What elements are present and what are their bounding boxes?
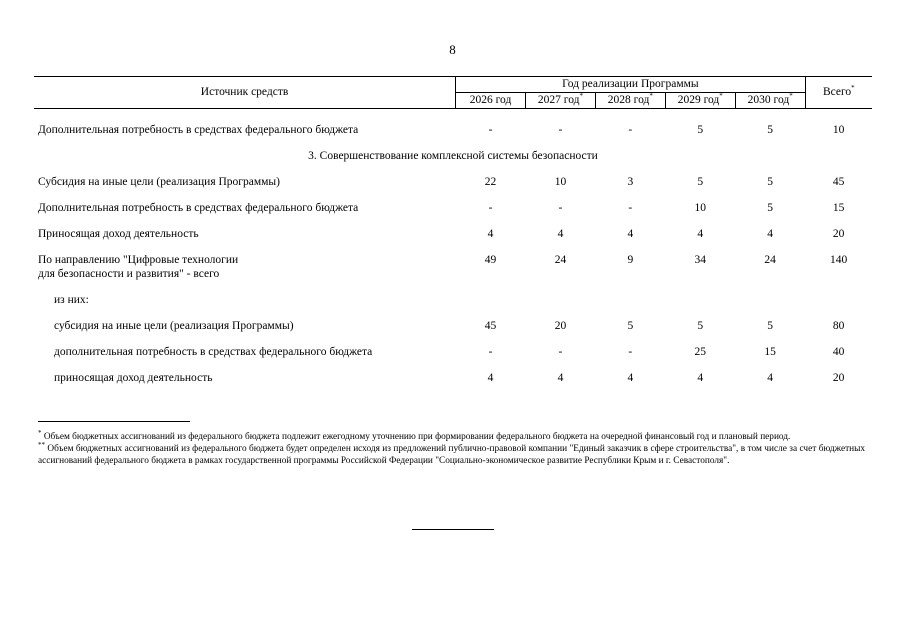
- budget-table: [34, 76, 872, 391]
- header-year: [665, 93, 735, 109]
- row-label: Приносящая доход деятельность: [38, 228, 199, 240]
- table-row: [34, 195, 872, 221]
- cell-2028: -: [628, 124, 633, 136]
- cell-total: 140: [829, 254, 848, 266]
- header-year-label: 2026 год: [469, 94, 512, 106]
- row-label: Дополнительная потребность в средствах федерального бюджета: [38, 124, 359, 136]
- header-total-mark: *: [851, 84, 855, 93]
- header-year-label: 2027 год: [537, 94, 580, 106]
- cell-2028: 5: [627, 320, 634, 332]
- footnote-mark: **: [38, 440, 45, 449]
- row-label: дополнительная потребность в средствах федерального бюджета: [54, 346, 373, 358]
- cell-2030: 5: [767, 320, 774, 332]
- cell-total: 20: [832, 228, 845, 240]
- header-year-label: 2030 год: [747, 94, 790, 106]
- cell-2026: -: [488, 124, 493, 136]
- section-heading: 3. Совершенствование комплексной системы безопасности: [308, 150, 598, 162]
- row-label: Дополнительная потребность в средствах федерального бюджета: [38, 202, 359, 214]
- cell-2030: 24: [764, 254, 776, 266]
- cell-2027: -: [558, 202, 563, 214]
- row-label-line: По направлению "Цифровые технологии: [38, 254, 239, 266]
- cell-2026: 4: [487, 372, 494, 384]
- table-row: [34, 339, 872, 365]
- table-row: [34, 169, 872, 195]
- table-row: [34, 117, 872, 143]
- header-year-mark: *: [579, 92, 583, 101]
- header-years-group: Год реализации Программы: [456, 77, 806, 93]
- cell-2028: 4: [627, 372, 634, 384]
- header-year-mark: *: [649, 92, 653, 101]
- cell-2030: 5: [767, 124, 774, 136]
- cell-total: 80: [832, 320, 845, 332]
- cell-2027: 20: [554, 320, 567, 332]
- footnotes: [38, 428, 865, 467]
- table-row: [34, 365, 872, 391]
- cell-total: 40: [832, 346, 845, 358]
- cell-total: 15: [832, 202, 845, 214]
- cell-total: 20: [832, 372, 845, 384]
- end-divider: [412, 529, 494, 530]
- cell-2027: -: [558, 346, 563, 358]
- cell-2026: 4: [487, 228, 494, 240]
- row-label: [34, 247, 456, 287]
- page-number: 8: [449, 42, 456, 57]
- footnote-text: Объем бюджетных ассигнований из федерального бюджета будет определен исходя из предложений публично-правовой компании "Единый заказчик в сфере строительства", в том числе за счет бюджетных ассигнований федерального бюджета в рамках государственной программы Российской Федерации "Социально-экономическое развитие Республики Крым и г. Севастополя".: [38, 444, 865, 466]
- table-row: [34, 221, 872, 247]
- cell-2030: 5: [767, 176, 774, 188]
- header-year: [595, 93, 665, 109]
- table-row: [34, 287, 872, 313]
- cell-2027: 24: [554, 254, 567, 266]
- header-year: [525, 93, 595, 109]
- cell-2030: 4: [767, 228, 774, 240]
- cell-2026: 22: [484, 176, 497, 188]
- row-label-line: для безопасности и развития" - всего: [38, 268, 220, 280]
- cell-2026: 49: [484, 254, 497, 266]
- table-row: [34, 247, 872, 287]
- header-total: [805, 77, 872, 109]
- header-total-label: Всего: [822, 86, 852, 98]
- cell-2028: 9: [627, 254, 634, 266]
- cell-2029: 10: [694, 202, 706, 214]
- cell-2028: -: [628, 202, 633, 214]
- cell-2029: 5: [697, 124, 704, 136]
- header-year-mark: *: [789, 92, 793, 101]
- row-label: приносящая доход деятельность: [54, 372, 213, 384]
- footnote: [38, 428, 865, 443]
- cell-2026: -: [488, 346, 493, 358]
- header-year-label: 2029 год: [677, 94, 720, 106]
- cell-2028: 3: [627, 176, 634, 188]
- cell-2027: 4: [557, 228, 564, 240]
- header-year: [735, 93, 805, 109]
- cell-2026: 45: [484, 320, 497, 332]
- row-label: Субсидия на иные цели (реализация Программы): [38, 176, 280, 188]
- header-year: [456, 93, 526, 109]
- header-year-label: 2028 год: [607, 94, 650, 106]
- header-source: Источник средств: [34, 77, 456, 109]
- cell-2029: 4: [697, 372, 704, 384]
- cell-2029: 34: [694, 254, 706, 266]
- cell-2027: -: [558, 124, 563, 136]
- footnote-divider: [38, 421, 190, 422]
- cell-2027: 10: [554, 176, 567, 188]
- row-label: из них:: [54, 294, 89, 306]
- cell-2026: -: [488, 202, 493, 214]
- cell-2027: 4: [557, 372, 564, 384]
- cell-2029: 4: [697, 228, 704, 240]
- cell-2029: 5: [697, 320, 704, 332]
- cell-2030: 5: [767, 202, 774, 214]
- header-year-mark: *: [719, 92, 723, 101]
- cell-total: 10: [832, 124, 845, 136]
- section-row: [34, 143, 872, 169]
- row-label: субсидия на иные цели (реализация Программы): [54, 320, 294, 332]
- cell-2028: -: [628, 346, 633, 358]
- cell-2029: 25: [694, 346, 706, 358]
- table-row: [34, 313, 872, 339]
- cell-2029: 5: [697, 176, 704, 188]
- cell-2030: 15: [764, 346, 776, 358]
- cell-total: 45: [832, 176, 845, 188]
- cell-2028: 4: [627, 228, 634, 240]
- cell-2030: 4: [767, 372, 774, 384]
- footnote-mark: *: [38, 428, 42, 437]
- footnote-text: Объем бюджетных ассигнований из федерального бюджета подлежит ежегодному уточнению при формировании федерального бюджета на очередной финансовый год и плановый период.: [43, 432, 791, 442]
- footnote: [38, 440, 865, 467]
